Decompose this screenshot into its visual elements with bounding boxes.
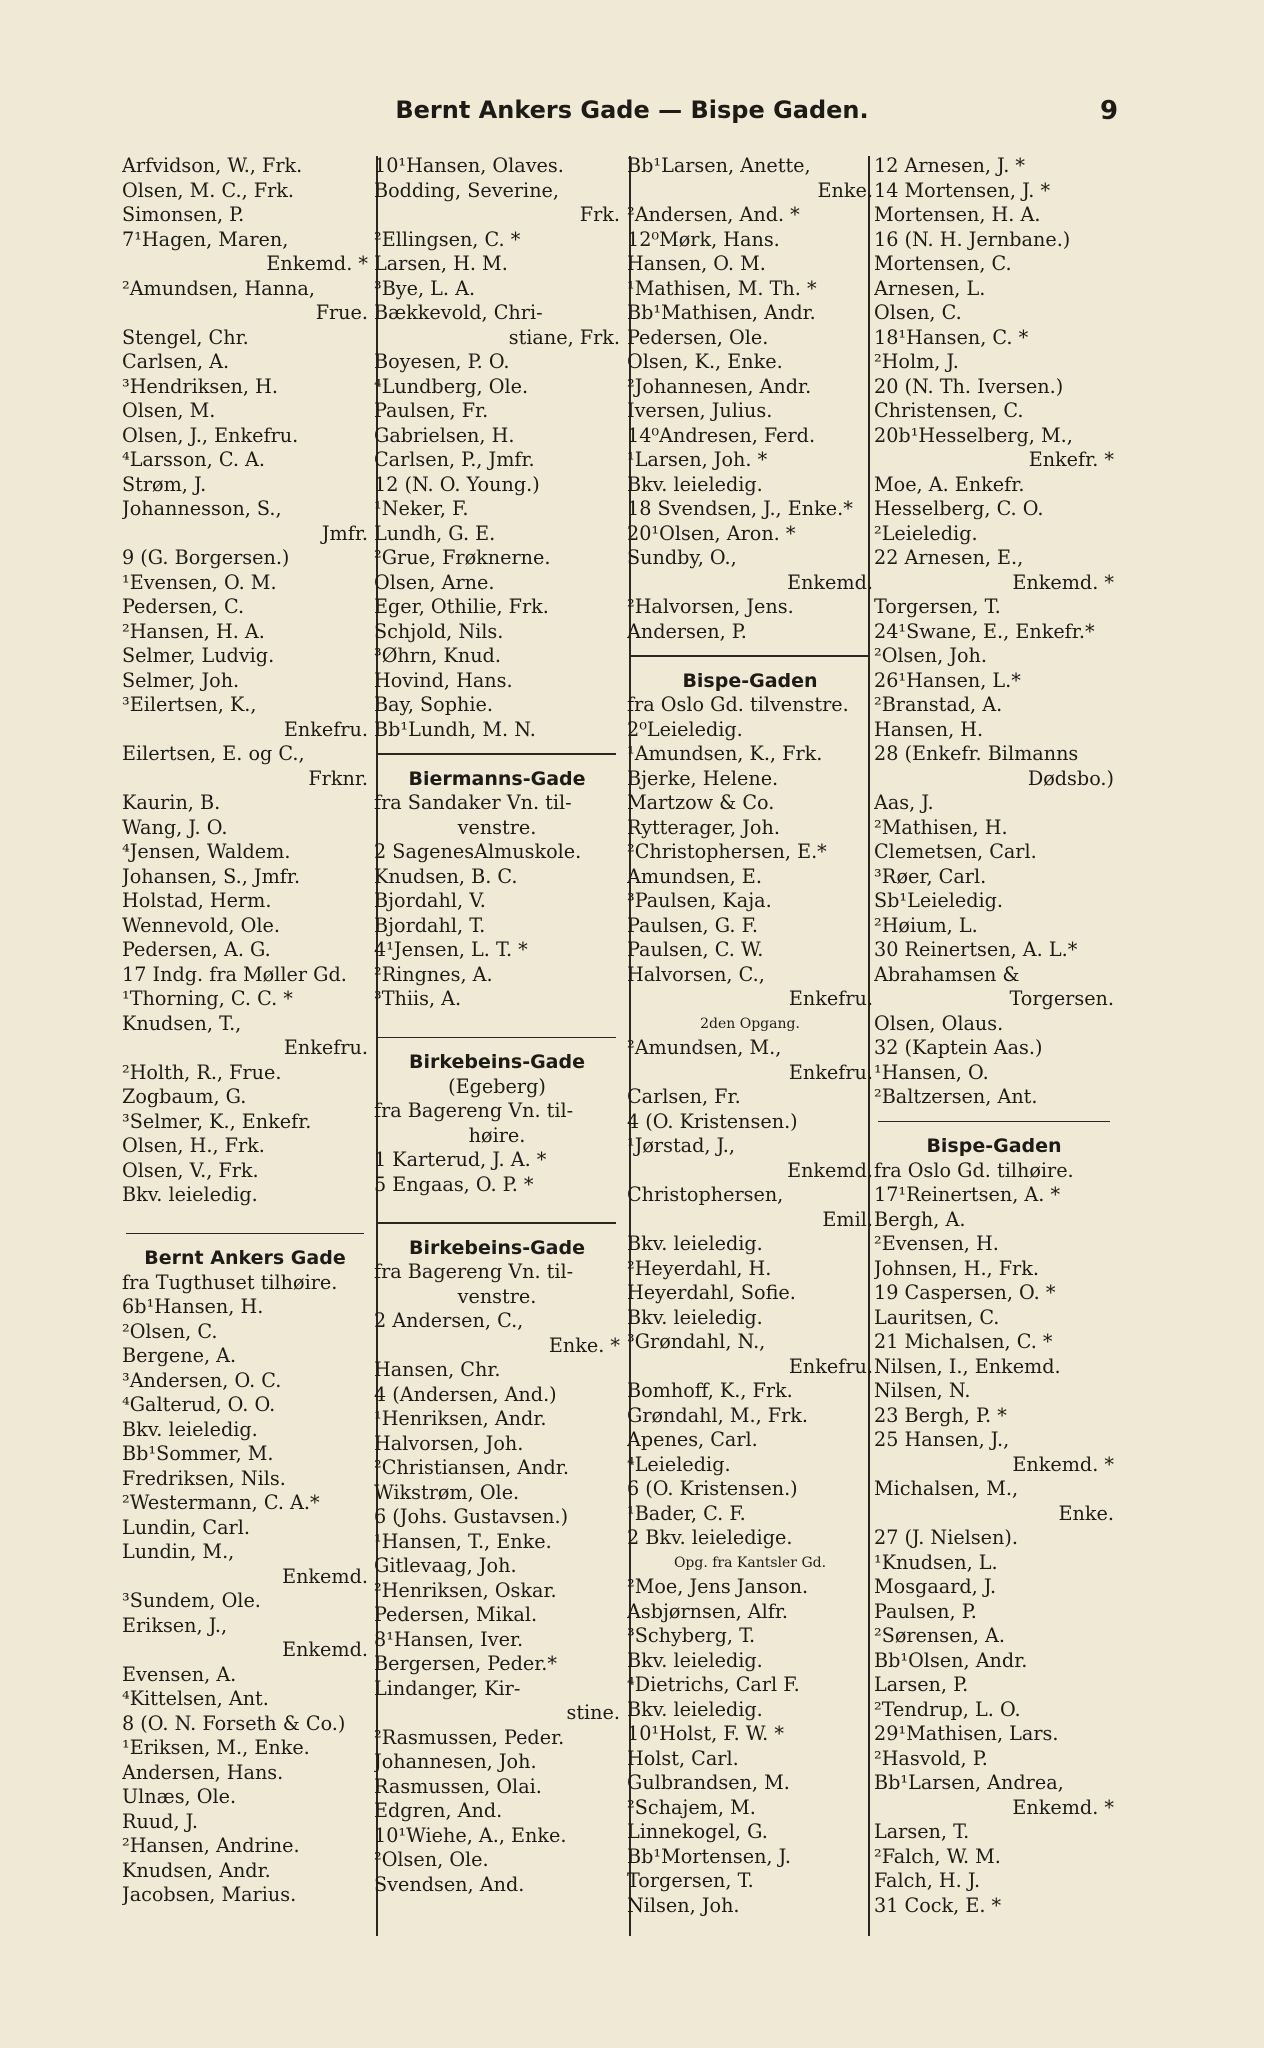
directory-line: Strøm, J. (122, 472, 207, 496)
directory-line: Sundby, O., (627, 546, 737, 569)
page-header (0, 96, 1264, 136)
directory-line: Bkv. leieledig. (122, 1417, 258, 1441)
street-heading: Birkebeins-Gade (408, 1236, 585, 1259)
directory-line: Bergersen, Peder.* (374, 1652, 557, 1675)
directory-line: Kaurin, B. (122, 791, 221, 814)
directory-line: Frknr. (308, 766, 368, 790)
directory-line: 30 Reinertsen, A. L.* (874, 938, 1078, 961)
directory-line: ²Ellingsen, C. * (374, 227, 521, 251)
directory-line: Bkv. leieledig. (627, 1648, 763, 1672)
directory-line: 8 (O. N. Forseth & Co.) (122, 1711, 346, 1735)
directory-line: Edgren, And. (374, 1799, 503, 1822)
directory-line: Clemetsen, Carl. (874, 840, 1037, 863)
directory-line: Johansen, S., Jmfr. (122, 864, 301, 888)
directory-line: ²Tendrup, L. O. (874, 1697, 1021, 1721)
directory-line: Torgersen, T. (874, 595, 1001, 618)
directory-line: Paulsen, P. (874, 1599, 977, 1623)
directory-line: Bodding, Severine, (374, 178, 560, 202)
directory-line: ¹Bader, C. F. (627, 1501, 746, 1525)
directory-line: Knudsen, Andr. (122, 1858, 271, 1882)
directory-line: ²Holm, J. (874, 350, 959, 373)
directory-line: Bkv. leieledig. (122, 1183, 258, 1206)
directory-line: ²Mathisen, H. (874, 815, 1008, 839)
directory-line: 2 Bkv. leieledige. (627, 1526, 793, 1549)
directory-line: 2den Opgang. (700, 1015, 800, 1032)
directory-line: 18 Svendsen, J., Enke.* (627, 497, 853, 520)
directory-line: ³Røer, Carl. (874, 864, 987, 888)
directory-line: 10¹Wiehe, A., Enke. (374, 1823, 567, 1847)
directory-line: Carlsen, Fr. (627, 1085, 741, 1108)
spacer (122, 1208, 368, 1222)
directory-line: 21 Michalsen, C. * (874, 1330, 1053, 1353)
directory-line: ³Andersen, O. C. (122, 1368, 282, 1392)
directory-line: Fredriksen, Nils. (122, 1466, 286, 1490)
directory-line: fra Bagereng Vn. til- (374, 1099, 574, 1122)
directory-line: 6 (O. Kristensen.) (627, 1477, 798, 1500)
directory-line: 4 (O. Kristensen.) (627, 1109, 798, 1133)
directory-line: Enkemd. * (266, 252, 368, 275)
directory-line: Apenes, Carl. (627, 1428, 758, 1451)
directory-line: Larsen, H. M. (374, 252, 508, 275)
directory-line: 19 Caspersen, O. * (874, 1281, 1056, 1304)
directory-line: Enkemd. (282, 1564, 368, 1588)
directory-line: ²Andersen, And. * (627, 203, 800, 226)
directory-line: ⁴Leieledig. (627, 1452, 731, 1476)
directory-line: Zogbaum, G. (122, 1085, 247, 1108)
directory-line: Bækkevold, Chri- (374, 301, 543, 324)
directory-line: 12 Arnesen, J. * (874, 154, 1026, 177)
directory-line: Johannesson, S., (122, 497, 282, 520)
street-heading: Birkebeins-Gade (408, 1051, 585, 1073)
directory-line: Olsen, K., Enke. (627, 350, 783, 373)
directory-line: Enkemd. * (1012, 570, 1114, 594)
directory-line: ²Grue, Frøknerne. (374, 546, 551, 569)
directory-line: Abrahamsen & (874, 962, 1020, 986)
directory-line: 23 Bergh, P. * (874, 1403, 1007, 1427)
directory-line: Carlsen, A. (122, 350, 230, 373)
directory-line: ³Selmer, K., Enkefr. (122, 1109, 312, 1133)
directory-line: ⁴Dietrichs, Carl F. (627, 1673, 800, 1696)
directory-line: Wikstrøm, Ole. (374, 1480, 520, 1504)
directory-line: 9 (G. Borgersen.) (122, 546, 290, 569)
directory-line: Grøndahl, M., Frk. (627, 1403, 808, 1427)
directory-line: Olsen, Olaus. (874, 1011, 1004, 1035)
directory-line: ²Ringnes, A. (374, 962, 493, 986)
directory-line: Enkemd. (787, 1158, 873, 1182)
directory-line: ³Hendriksen, H. (122, 374, 278, 398)
directory-line: Christensen, C. (874, 399, 1024, 422)
directory-line: Olsen, J., Enkefru. (122, 423, 299, 447)
directory-line: Bb¹Mathisen, Andr. (627, 301, 816, 324)
directory-line: Schjold, Nils. (374, 619, 504, 643)
directory-line: Frue. (315, 301, 368, 324)
section-divider (874, 1110, 1114, 1135)
section-divider (374, 1211, 620, 1236)
directory-line: ¹Knudsen, L. (874, 1550, 998, 1574)
directory-line: 12⁰Mørk, Hans. (627, 227, 780, 251)
directory-line: ²Heyerdahl, H. (627, 1256, 772, 1280)
directory-line: 31 Cock, E. * (874, 1893, 1002, 1917)
directory-line: Bb¹Sommer, M. (122, 1442, 274, 1465)
directory-line: Enke. (1058, 1501, 1114, 1525)
directory-line: ²Hasvold, P. (874, 1746, 988, 1770)
directory-line: ¹Amundsen, K., Frk. (627, 742, 823, 765)
directory-line: Lundin, M., (122, 1540, 235, 1563)
directory-line: Bomhoff, K., Frk. (627, 1379, 793, 1402)
directory-line: 4¹Jensen, L. T. * (374, 938, 528, 961)
directory-line: 1 Karterud, J. A. * (374, 1148, 547, 1171)
directory-line: (Egeberg) (448, 1074, 546, 1098)
street-heading: Bispe-Gaden (682, 669, 818, 692)
directory-line: ²Høium, L. (874, 913, 978, 937)
directory-line: Eger, Othilie, Frk. (374, 595, 549, 618)
directory-line: ²Holth, R., Frue. (122, 1060, 282, 1084)
directory-line: Martzow & Co. (627, 791, 775, 814)
directory-line: Arfvidson, W., Frk. (122, 154, 303, 177)
directory-line: ²Christophersen, E.* (627, 840, 827, 863)
directory-line: Olsen, M. (122, 399, 216, 422)
directory-line: Holstad, Herm. (122, 889, 272, 912)
directory-line: ²Baltzersen, Ant. (874, 1085, 1038, 1108)
directory-line: Bergene, A. (122, 1344, 237, 1367)
directory-line: Bb¹Lundh, M. N. (374, 717, 536, 741)
directory-line: Selmer, Joh. (122, 668, 240, 692)
directory-line: Enkefr. * (1028, 448, 1114, 471)
directory-line: Gitlevaag, Joh. (374, 1554, 517, 1577)
directory-line: ²Moe, Jens Janson. (627, 1575, 809, 1598)
directory-line: Moe, A. Enkefr. (874, 472, 1025, 496)
directory-line: ²Olsen, C. (122, 1319, 218, 1343)
directory-line: ¹Jørstad, J., (627, 1134, 735, 1157)
directory-line: Olsen, Arne. (374, 570, 495, 594)
directory-line: ³Thiis, A. (374, 987, 462, 1010)
directory-line: Jmfr. (321, 521, 368, 545)
directory-line: 6 (Johs. Gustavsen.) (374, 1505, 569, 1528)
directory-line: Nilsen, N. (874, 1379, 971, 1402)
directory-line: Bay, Sophie. (374, 693, 493, 716)
directory-line: ²Amundsen, M., (627, 1036, 782, 1059)
directory-line: Wang, J. O. (122, 815, 228, 839)
directory-line: ²Halvorsen, Jens. (627, 595, 794, 618)
directory-line: ¹Hansen, T., Enke. (374, 1529, 552, 1553)
directory-line: Enke. (817, 178, 873, 202)
directory-line: ⁴Galterud, O. O. (122, 1393, 276, 1416)
column-1 (122, 154, 368, 1934)
directory-line: ³Paulsen, Kaja. (627, 889, 772, 912)
directory-line: Bkv. leieledig. (627, 1305, 763, 1329)
directory-line: 6b¹Hansen, H. (122, 1295, 264, 1318)
directory-line: Hansen, H. (874, 717, 984, 741)
directory-line: 14 Mortensen, J. * (874, 178, 1051, 202)
spacer (374, 1197, 620, 1211)
directory-line: ²Hansen, Andrine. (122, 1834, 300, 1857)
directory-line: Olsen, H., Frk. (122, 1134, 265, 1157)
directory-line: ⁴Kittelsen, Ant. (122, 1687, 269, 1710)
directory-line: Pedersen, Mikal. (374, 1603, 538, 1626)
directory-line: Andersen, Hans. (122, 1760, 284, 1784)
directory-line: Selmer, Ludvig. (122, 644, 275, 667)
directory-line: Carlsen, P., Jmfr. (374, 448, 535, 471)
directory-line: 20b¹Hesselberg, M., (874, 423, 1073, 447)
directory-line: Enkefru. (283, 717, 368, 741)
directory-line: Enkefru. (788, 1354, 873, 1378)
directory-line: Iversen, Julius. (627, 399, 773, 422)
section-divider (374, 742, 620, 767)
directory-line: ²Olsen, Ole. (374, 1848, 489, 1871)
directory-line: Enkefru. (788, 1060, 873, 1084)
directory-line: 2 SagenesAlmuskole. (374, 840, 582, 863)
directory-line: Ruud, J. (122, 1809, 198, 1833)
directory-line: Halvorsen, C., (627, 962, 765, 986)
directory-line: ²Olsen, Joh. (874, 644, 988, 667)
directory-line: ²Sørensen, A. (874, 1624, 1005, 1647)
directory-line: Opg. fra Kantsler Gd. (673, 1554, 827, 1571)
directory-line: Dødsbo.) (1027, 766, 1114, 790)
directory-line: 29¹Mathisen, Lars. (874, 1722, 1059, 1745)
directory-line: 20¹Olsen, Aron. * (627, 521, 796, 545)
directory-line: Mosgaard, J. (874, 1575, 997, 1598)
page-title: Bernt Ankers Gade — Bispe Gaden. (395, 96, 869, 124)
directory-line: ⁴Lundberg, Ole. (374, 374, 529, 398)
directory-line: 18¹Hansen, C. * (874, 325, 1029, 349)
directory-line: Bkv. leieledig. (627, 472, 763, 496)
directory-line: Eriksen, J., (122, 1613, 228, 1637)
directory-line: Mortensen, H. A. (874, 203, 1041, 226)
street-heading: Bernt Ankers Gade (144, 1247, 346, 1269)
directory-line: ²Hansen, H. A. (122, 619, 265, 643)
directory-line: Enkefru. (788, 987, 873, 1010)
directory-line: 16 (N. H. Jernbane.) (874, 227, 1071, 251)
directory-line: venstre. (457, 815, 537, 839)
directory-line: ²Christiansen, Andr. (374, 1456, 569, 1479)
directory-line: 5 Engaas, O. P. * (374, 1172, 534, 1196)
directory-line: 24¹Swane, E., Enkefr.* (874, 619, 1095, 643)
directory-line: Eilertsen, E. og C., (122, 742, 305, 765)
directory-line: Gulbrandsen, M. (627, 1771, 790, 1794)
section-divider (122, 1222, 368, 1247)
directory-line: ³Bye, L. A. (374, 276, 476, 300)
directory-line: Lundh, G. E. (374, 521, 496, 545)
directory-line: Olsen, C. (874, 301, 962, 324)
directory-line: Bkv. leieledig. (627, 1232, 763, 1255)
directory-line: Enkemd. * (1012, 1795, 1114, 1819)
directory-line: Bb¹Larsen, Andrea, (874, 1771, 1064, 1794)
directory-line: ³Eilertsen, K., (122, 693, 257, 716)
directory-line: Sb¹Leieledig. (874, 889, 1004, 912)
directory-line: venstre. (457, 1284, 537, 1308)
column-2 (374, 154, 620, 1934)
directory-line: ⁴Jensen, Waldem. (122, 840, 291, 863)
directory-line: 2 Andersen, C., (374, 1309, 524, 1332)
directory-line: Linnekogel, G. (627, 1820, 768, 1843)
directory-line: 10¹Holst, F. W. * (627, 1722, 784, 1745)
directory-line: ³Øhrn, Knud. (374, 644, 501, 667)
directory-line: Svendsen, And. (374, 1872, 525, 1896)
directory-line: Hansen, O. M. (627, 252, 766, 275)
directory-line: ²Evensen, H. (874, 1232, 999, 1255)
directory-line: Wennevold, Ole. (122, 913, 280, 937)
directory-line: ²Westermann, C. A.* (122, 1491, 320, 1514)
column-4 (874, 154, 1114, 1934)
directory-line: Gabrielsen, H. (374, 423, 515, 447)
directory-line: ¹Mathisen, M. Th. * (627, 276, 817, 300)
directory-line: Knudsen, T., (122, 1011, 242, 1035)
directory-line: 32 (Kaptein Aas.) (874, 1036, 1043, 1059)
directory-line: Frk. (579, 203, 620, 226)
directory-line: Mortensen, C. (874, 252, 1012, 275)
spacer (374, 1012, 620, 1026)
directory-line: Paulsen, C. W. (627, 938, 764, 961)
directory-line: Knudsen, B. C. (374, 864, 518, 888)
directory-line: ⁴Larsson, C. A. (122, 448, 265, 471)
directory-line: Enkemd. * (1012, 1452, 1114, 1476)
directory-line: 7¹Hagen, Maren, (122, 227, 289, 251)
directory-line: 2⁰Leieledig. (627, 717, 743, 741)
directory-line: Bjordahl, V. (374, 889, 486, 912)
directory-line: Holst, Carl. (627, 1746, 739, 1770)
directory-line: Heyerdahl, Sofie. (627, 1281, 796, 1304)
directory-line: 8¹Hansen, Iver. (374, 1627, 524, 1651)
directory-line: Bergh, A. (874, 1207, 966, 1231)
directory-line: Bkv. leieledig. (627, 1697, 763, 1721)
directory-line: 26¹Hansen, L.* (874, 668, 1021, 692)
directory-line: Falch, H. J. (874, 1869, 981, 1892)
directory-line: ¹Evensen, O. M. (122, 570, 277, 594)
directory-line: fra Oslo Gd. tilhøire. (874, 1158, 1074, 1182)
directory-line: fra Sandaker Vn. til- (374, 791, 572, 814)
directory-line: ²Schajem, M. (627, 1795, 756, 1819)
directory-line: 28 (Enkefr. Bilmanns (874, 742, 1079, 765)
page-number: 9 (1100, 96, 1119, 126)
directory-line: Aas, J. (874, 791, 934, 814)
directory-line: ¹Neker, F. (374, 497, 469, 520)
directory-line: ³Schyberg, T. (627, 1624, 756, 1647)
directory-line: 12 (N. O. Young.) (374, 472, 540, 496)
directory-line: fra Tugthuset tilhøire. (122, 1270, 338, 1294)
directory-line: ²Rasmussen, Peder. (374, 1725, 565, 1749)
directory-line: Bb¹Larsen, Anette, (627, 154, 811, 177)
directory-line: Halvorsen, Joh. (374, 1431, 524, 1455)
directory-line: Nilsen, I., Enkemd. (874, 1354, 1061, 1378)
street-heading: Biermanns-Gade (408, 767, 586, 790)
directory-line: Torgersen. (1009, 987, 1114, 1010)
directory-line: ¹Thorning, C. C. * (122, 987, 293, 1010)
directory-line: Rasmussen, Olai. (374, 1774, 542, 1798)
directory-line: Boyesen, P. O. (374, 350, 510, 373)
directory-line: Andersen, P. (627, 619, 747, 643)
directory-line: 17¹Reinertsen, A. * (874, 1183, 1061, 1206)
directory-line: Johnsen, H., Frk. (874, 1256, 1039, 1280)
directory-line: Lindanger, Kir- (374, 1676, 521, 1700)
directory-line: ¹Eriksen, M., Enke. (122, 1736, 310, 1759)
directory-line: 10¹Hansen, Olaves. (374, 154, 564, 177)
directory-line: Pedersen, C. (122, 595, 245, 618)
directory-line: stiane, Frk. (508, 325, 620, 349)
directory-line: Christophersen, (627, 1183, 784, 1206)
directory-line: 25 Hansen, J., (874, 1428, 1010, 1451)
directory-line: Ulnæs, Ole. (122, 1785, 237, 1808)
directory-line: 17 Indg. fra Møller Gd. (122, 962, 347, 986)
directory-line: Paulsen, G. F. (627, 913, 759, 937)
directory-line: ²Branstad, A. (874, 693, 1003, 716)
directory-line: Larsen, P. (874, 1673, 969, 1696)
directory-line: 27 (J. Nielsen). (874, 1526, 1018, 1549)
directory-line: Arnesen, L. (874, 276, 986, 300)
column-3 (627, 154, 873, 1934)
directory-line: Stengel, Chr. (122, 325, 249, 349)
directory-line: ³Sundem, Ole. (122, 1589, 261, 1612)
directory-line: Enkefru. (283, 1036, 368, 1059)
directory-line: høire. (468, 1123, 526, 1147)
directory-line: fra Bagereng Vn. til- (374, 1260, 574, 1283)
directory-line: Paulsen, Fr. (374, 399, 489, 422)
directory-line: 22 Arnesen, E., (874, 546, 1024, 569)
directory-line: Asbjørnsen, Alfr. (627, 1599, 789, 1623)
directory-line: Enkemd. (787, 570, 873, 594)
directory-line: Amundsen, E. (627, 864, 762, 888)
street-heading: Bispe-Gaden (926, 1135, 1062, 1157)
directory-line: Bb¹Mortensen, J. (627, 1844, 791, 1868)
directory-line: ²Amundsen, Hanna, (122, 276, 315, 300)
directory-line: Nilsen, Joh. (627, 1893, 740, 1917)
directory-line: Emil. (822, 1207, 873, 1231)
section-divider (374, 1026, 620, 1051)
directory-line: ²Henriksen, Oskar. (374, 1578, 557, 1602)
directory-line: Rytterager, Joh. (627, 815, 780, 839)
directory-line: Simonsen, P. (122, 203, 245, 226)
directory-line: Bjerke, Helene. (627, 766, 779, 790)
directory-line: Hesselberg, C. O. (874, 497, 1044, 520)
directory-line: ¹Henriksen, Andr. (374, 1407, 547, 1430)
directory-line: Lauritsen, C. (874, 1305, 1000, 1329)
directory-line: Johannesen, Joh. (374, 1750, 537, 1773)
directory-line: Enkemd. (282, 1638, 368, 1661)
directory-line: 20 (N. Th. Iversen.) (874, 374, 1064, 398)
directory-line: ²Johannesen, Andr. (627, 374, 812, 398)
directory-line: ³Grøndahl, N., (627, 1330, 766, 1353)
directory-line: ²Falch, W. M. (874, 1844, 1001, 1868)
directory-line: Hansen, Chr. (374, 1358, 501, 1381)
directory-line: Torgersen, T. (627, 1869, 754, 1892)
directory-line: Lundin, Carl. (122, 1515, 250, 1539)
directory-line: Larsen, T. (874, 1820, 970, 1843)
directory-line: ¹Hansen, O. (874, 1060, 989, 1084)
section-divider (627, 644, 873, 669)
directory-line: ²Leieledig. (874, 521, 978, 545)
directory-line: Pedersen, Ole. (627, 325, 769, 349)
directory-line: 4 (Andersen, And.) (374, 1382, 557, 1406)
directory-line: stine. (566, 1701, 620, 1724)
directory-line: 14⁰Andresen, Ferd. (627, 423, 816, 447)
directory-line: Evensen, A. (122, 1662, 237, 1686)
directory-line: Pedersen, A. G. (122, 938, 271, 961)
directory-line: Olsen, V., Frk. (122, 1158, 259, 1182)
directory-line: Bjordahl, T. (374, 913, 486, 937)
directory-line: Michalsen, M., (874, 1477, 1019, 1500)
directory-line: ¹Larsen, Joh. * (627, 448, 768, 471)
directory-line: Hovind, Hans. (374, 668, 513, 692)
directory-line: Bb¹Olsen, Andr. (874, 1648, 1028, 1672)
directory-line: fra Oslo Gd. tilvenstre. (627, 693, 849, 716)
directory-line: Enke. * (548, 1333, 620, 1357)
directory-line: Olsen, M. C., Frk. (122, 178, 294, 202)
directory-line: Jacobsen, Marius. (122, 1883, 297, 1906)
